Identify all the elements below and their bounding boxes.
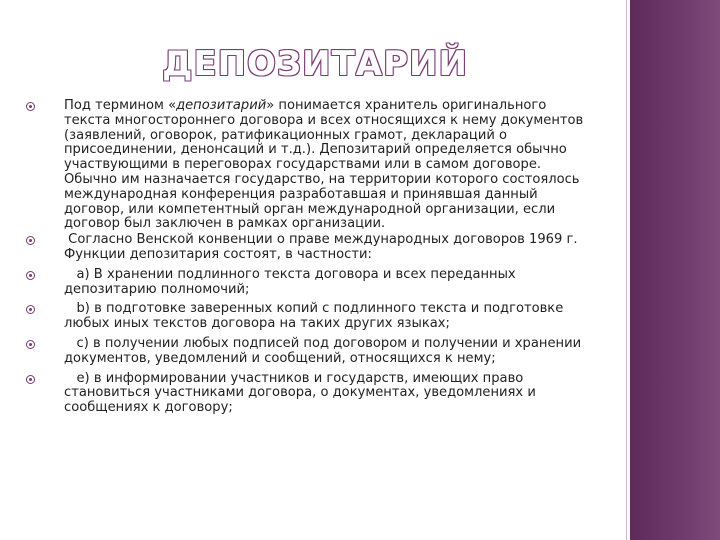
decorative-sidebar bbox=[630, 0, 720, 540]
item-6-text: e) в информировании участников и государств, имеющих право становиться участниками договора, о документах, уведомлениях и сообщениях к договору; bbox=[64, 370, 541, 416]
bullet-icon bbox=[26, 305, 35, 314]
bullet-list bbox=[26, 99, 586, 416]
list-item bbox=[26, 233, 586, 263]
slide-title: ДЕПОЗИТАРИЙ bbox=[162, 44, 468, 84]
list-item bbox=[26, 337, 586, 367]
list-item bbox=[26, 302, 586, 332]
item-4-text: b) в подготовке заверенных копий с подлинного текста и подготовке любых иных текстов договора на таких других языках; bbox=[64, 301, 568, 332]
list-item bbox=[26, 268, 586, 298]
item-1-pre: Под термином « bbox=[64, 98, 177, 113]
bullet-icon bbox=[26, 271, 35, 280]
bullet-icon bbox=[26, 375, 35, 384]
list-item bbox=[26, 99, 586, 232]
list-item bbox=[26, 372, 586, 416]
item-3-text: а) В хранении подлинного текста договора и всех переданных депозитарию полномочий; bbox=[64, 266, 520, 297]
item-1-emphasis: депозитарий bbox=[176, 98, 267, 113]
item-5-text: c) в получении любых подписей под договором и получении и хранении документов, уведомлений и сообщений, относящихся к нему; bbox=[64, 335, 586, 366]
bullet-icon bbox=[26, 340, 35, 349]
item-1-post: » понимается хранитель оригинального текста многостороннего договора и всех относящихся к нему документов (заявлений, оговорок, ратификационных грамот, деклараций о присоединении, денонсаций и т.д.). Депозитарий определяется обычно участвующими в переговорах государствами или в самом договоре. Обычно им назначается государство, на территории которого состоялось международная конференция разработавшая и принявшая данный договор, или компетентный орган международной организации, если договор был заключен в рамках организации. bbox=[64, 98, 584, 232]
bullet-icon bbox=[26, 236, 35, 245]
item-2-text: Согласно Венской конвенции о праве международных договоров 1969 г. Функции депозитария состоят, в частности: bbox=[64, 232, 586, 262]
bullet-icon bbox=[26, 102, 35, 111]
